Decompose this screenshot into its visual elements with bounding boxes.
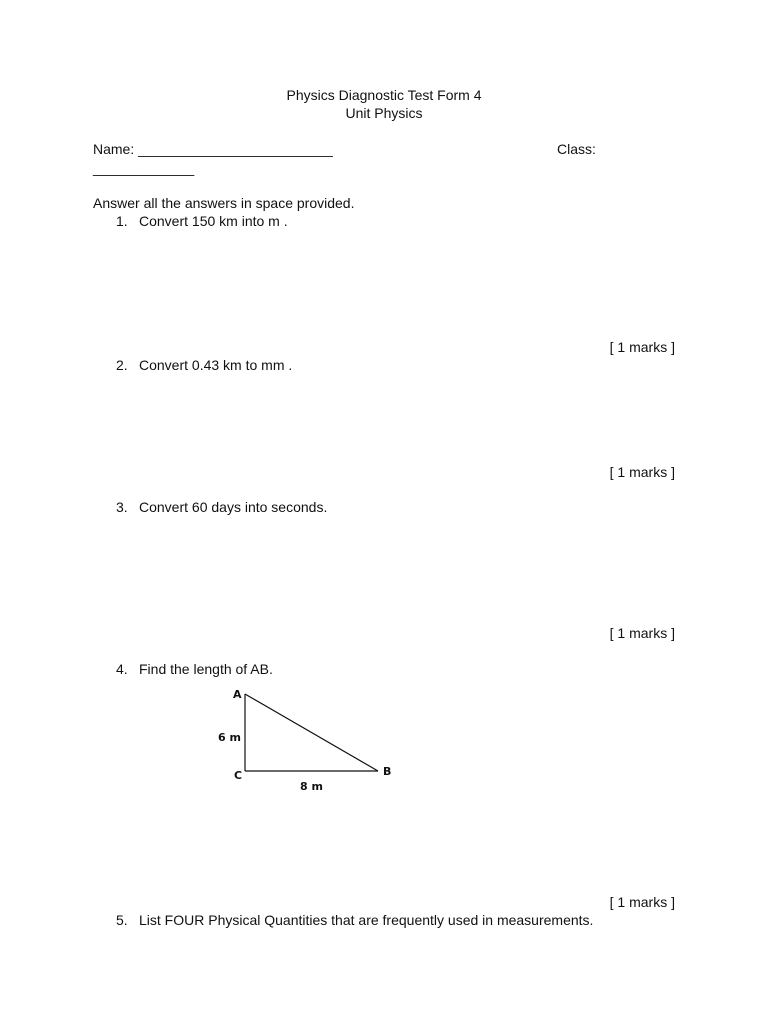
page-title: Physics Diagnostic Test Form 4 (286, 87, 482, 103)
vertex-label-c: C (234, 769, 243, 782)
question-number: 5. (116, 912, 128, 928)
question-number: 2. (116, 357, 128, 373)
question-number: 4. (116, 661, 128, 677)
page-subtitle: Unit Physics (345, 105, 423, 121)
triangle-diagram (200, 680, 400, 800)
question-text: Find the length of AB. (139, 661, 273, 677)
side-label-cb: 8 m (300, 780, 323, 793)
question-text: Convert 150 km into m . (139, 213, 288, 229)
triangle-side-ab (245, 694, 378, 771)
question-text: List FOUR Physical Quantities that are frequently used in measurements. (139, 912, 594, 928)
question-number: 1. (116, 213, 128, 229)
side-label-ac: 6 m (218, 731, 241, 744)
name-field-label: Name: _________________________ (93, 141, 333, 157)
question-number: 3. (116, 499, 128, 515)
instructions-text: Answer all the answers in space provided. (93, 195, 355, 211)
class-field-label: Class: (557, 141, 596, 157)
question-marks: [ 1 marks ] (609, 894, 675, 910)
question-text: Convert 0.43 km to mm . (139, 357, 293, 373)
vertex-label-a: A (233, 688, 242, 701)
question-marks: [ 1 marks ] (609, 339, 675, 355)
vertex-label-b: B (383, 765, 392, 778)
question-text: Convert 60 days into seconds. (139, 499, 328, 515)
question-marks: [ 1 marks ] (609, 625, 675, 641)
question-marks: [ 1 marks ] (609, 464, 675, 480)
class-field-line: _____________ (93, 160, 195, 176)
